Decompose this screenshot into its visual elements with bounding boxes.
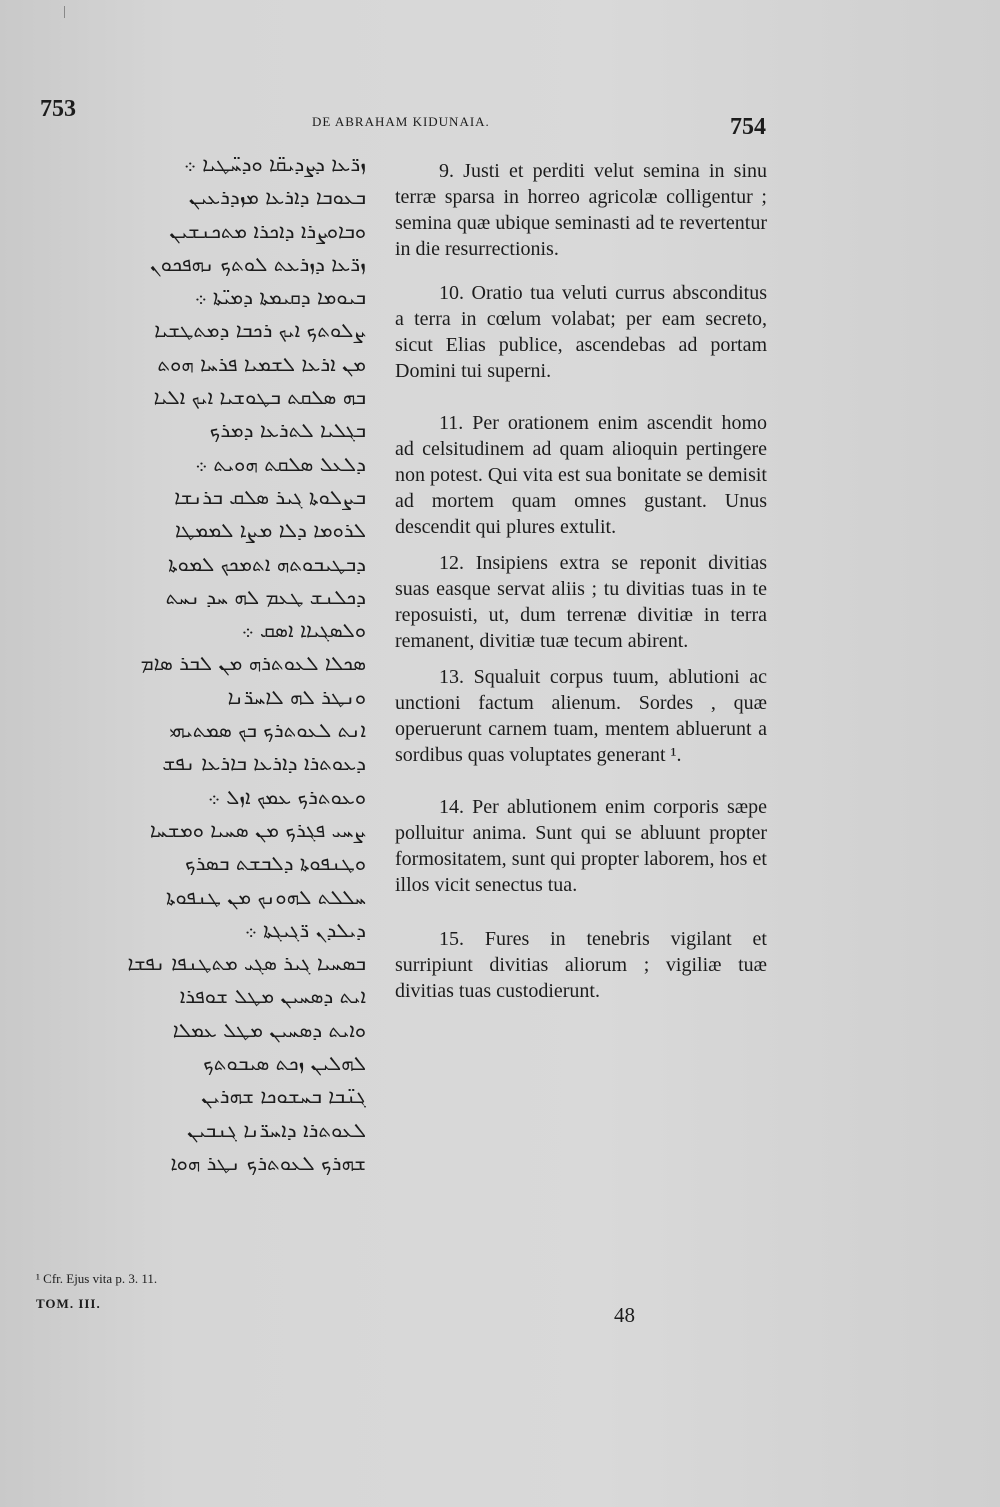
- syriac-column: [108, 148, 366, 1180]
- syriac-line: ܠܥܘܬܪܐ ܕܐܚܪ̈ܢܐ ܓܢܒܝܢ: [187, 1117, 366, 1142]
- syriac-line: ܘܛܢܦܘܬܐ ܕܠܒܫܬ ܒܣܪܟ: [184, 851, 366, 876]
- syriac-line: ܒܣܚܝܐ ܓܝܪ ܣܓܝ ܡܬܛܢܦܐ ܢܦܫܐ: [127, 951, 366, 976]
- syriac-line: ܘܒܐܘܨܪܐ ܕܐܟܪܐ ܡܬܟܢܫܝܢ: [169, 218, 366, 243]
- syriac-line: ܨܚܝ ܦܓܪܟ ܡܢ ܣܚܝܐ ܘܡܫܚܐ: [149, 817, 366, 842]
- syriac-line: ܒܗ ܣܠܩܬ ܒܛܘܫܝܐ ܐܝܟ ܐܠܝܐ: [153, 385, 366, 410]
- syriac-line: ܒܓܠܝܐ ܠܬܪܥܐ ܕܡܪܟ: [209, 418, 366, 443]
- footnote: ¹ Cfr. Ejus vita p. 3. 11.: [36, 1271, 158, 1286]
- syriac-line: ܒܥܘܒܐ ܕܐܪܥܐ ܡܙܕܪܥܝܢ: [188, 185, 366, 210]
- syriac-line: ܒܝܘܡܐ ܕܩܝܡܬܐ ܕܡܝ̈ܬܐ ܀: [194, 285, 366, 310]
- syriac-line: ܘܢܛܪ ܠܗ ܠܐܚܪ̈ܢܐ: [227, 684, 366, 709]
- syriac-line: ܐܢܬ ܠܥܘܬܪܟ ܒܟ ܣܡܬܝܗܝ: [169, 718, 366, 743]
- syriac-line: ܕܟܠܢܫ ܛܥܡ ܠܗ ܚܕ ܢܚܬ: [165, 584, 366, 609]
- syriac-line: ܙܪ̈ܥܐ ܕܨܕܝܩ̈ܐ ܘܕܚ̈ܛܝܐ ܀: [183, 152, 366, 176]
- page-number-left: 753: [40, 96, 76, 122]
- syriac-line: ܡܢ ܐܪܥܐ ܠܫܡܝܐ ܦܪܚܐ ܗܘܬ: [157, 351, 366, 376]
- stanza-13: 13. Squaluit corpus tuum, ablutioni ac unctioni factum alienum. Sordes , quæ operuerunt carnem tuam, mentem abluerunt a sordibus quas voluptates generant ¹.: [395, 666, 767, 766]
- syriac-line: ܘܥܘܬܪܟ ܥܡܟ ܐܙܠ ܀: [207, 784, 366, 809]
- running-head: DE ABRAHAM KIDUNAIA.: [312, 114, 490, 129]
- syriac-line: ܕܠܥܠ ܣܠܩܬ ܗܘܝܬ ܀: [195, 451, 366, 476]
- syriac-line: ܙܪ̈ܥܐ ܕܙܪܥܬ ܠܘܬܟ ܢܗܦܟܘܢ: [149, 251, 366, 276]
- syriac-line: ܐܝܬ ܕܣܚܝܢ ܡܛܠ ܫܘܦܪܐ: [179, 984, 366, 1009]
- syriac-line: ܠܪܘܡܐ ܕܠܐ ܡܨܐ ܠܡܡܛܐ: [175, 518, 366, 543]
- stanza-15: 15. Fures in tenebris vigilant et surripiunt divitias aliorum ; vigiliæ tuæ divitias tuas custodierunt.: [395, 928, 767, 1002]
- syriac-line: ܕܒܛܝܒܘܬܗ ܐܬܡܟܟ ܠܡܘܬܐ: [168, 551, 366, 576]
- syriac-line: ܘܐܝܬ ܕܣܚܝܢ ܡܛܠ ܥܡܠܐ: [172, 1017, 366, 1042]
- syriac-line: ܘܠܣܓܝܐܐ ܐܣܩ ܀: [241, 618, 366, 643]
- volume-mark: TOM. III.: [36, 1296, 101, 1311]
- stanza-12: 12. Insipiens extra se reponit divitias suas easque servat aliis ; tu divitias tuas in te reposuisti, ut, dum terrenæ divitiæ in terra remanent, divitiæ tuæ tecum abirent.: [395, 552, 767, 652]
- syriac-line: ܕܥܘܬܪܐ ܕܐܪܥܐ ܒܐܪܥܐ ܢܦܫ: [162, 751, 366, 776]
- syriac-line: ܓܢ̈ܒܐ ܒܚܫܘܟܐ ܫܗܪܝܢ: [201, 1084, 366, 1109]
- syriac-line: ܒܨܠܘܬܐ ܓܝܪ ܣܠܩ ܒܪܢܫܐ: [174, 484, 366, 509]
- page-number-right: 754: [730, 114, 766, 140]
- stanza-10: 10. Oratio tua veluti currus absconditus a terra in cœlum volabat; per eam secreto, sicut Elias publice, ascendebas ad portam Domini tui superni.: [395, 282, 767, 382]
- syriac-line: ܕܝܠܕܢ ܪ̈ܓܝܓܬܐ ܀: [244, 917, 366, 942]
- stanza-11: 11. Per orationem enim ascendit homo ad celsitudinem ad quam alioquin pertingere non potest. Qui vita est sua bonitate se demisit ad mortem quam omnes gustant. Unus descendit qui plures extulit.: [395, 412, 767, 538]
- scan-mark: [64, 6, 65, 18]
- syriac-line: ܠܗܠܝܢ ܙܟܬ ܣܝܒܘܬܟ: [203, 1051, 366, 1076]
- syriac-line: ܫܗܪܟ ܠܥܘܬܪܟ ܢܛܪ ܗܘܐ: [170, 1150, 366, 1175]
- signature-mark: 48: [614, 1303, 635, 1327]
- stanza-14: 14. Per ablutionem enim corporis sæpe polluitur anima. Sunt qui se abluunt propter formositatem, sunt qui propter laborem, hos et illos vicit senectus tua.: [395, 796, 767, 896]
- stanza-9: 9. Justi et perditi velut semina in sinu terræ sparsa in horreo agricolæ colligentur ; semina quæ ubique seminasti ad te revertentur in die resurrectionis.: [395, 160, 767, 260]
- syriac-line: ܣܟܠܐ ܠܥܘܬܪܗ ܡܢ ܠܒܪ ܣܐܡ: [140, 651, 366, 676]
- syriac-line: ܨܠܘܬܟ ܐܝܟ ܪܟܒܐ ܕܡܬܛܫܝܐ: [154, 318, 366, 343]
- syriac-line: ܚܠܠܬ ܠܗܘܢܟ ܡܢ ܛܢܦܘܬܐ: [165, 884, 366, 909]
- latin-column: [395, 158, 767, 1004]
